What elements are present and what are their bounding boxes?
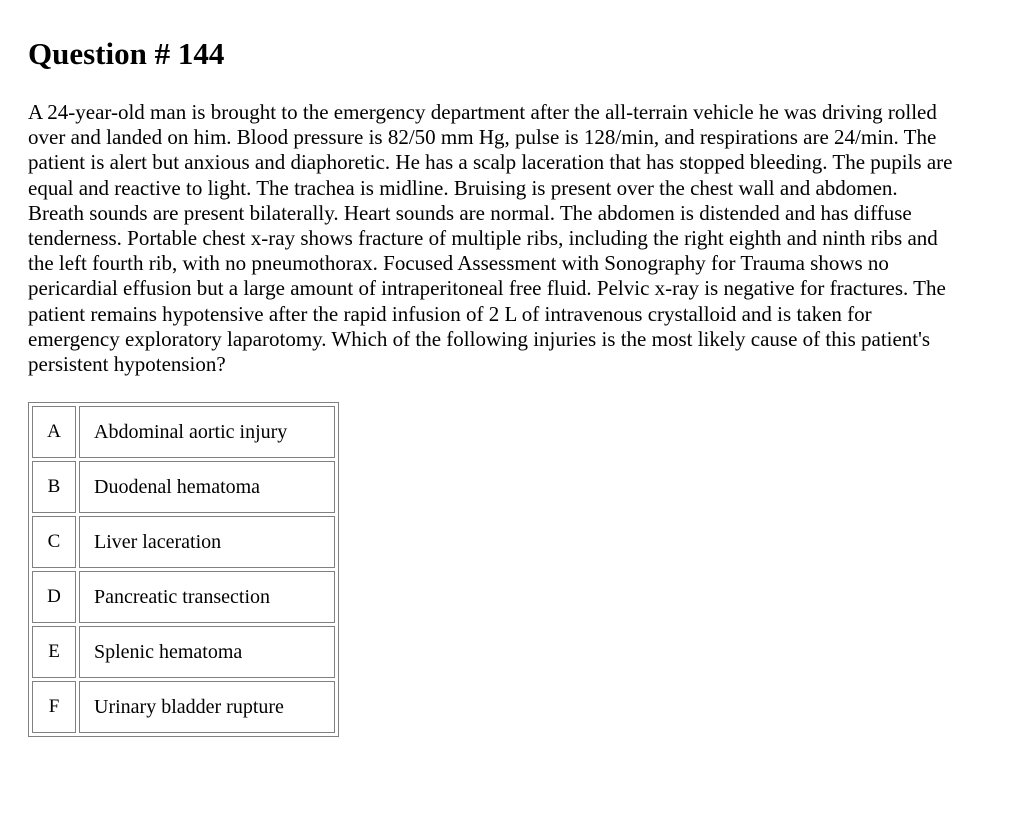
- option-letter[interactable]: F: [32, 681, 76, 733]
- option-letter[interactable]: E: [32, 626, 76, 678]
- option-text[interactable]: Liver laceration: [79, 516, 335, 568]
- option-text[interactable]: Abdominal aortic injury: [79, 406, 335, 458]
- question-title: Question # 144: [28, 36, 225, 71]
- option-letter[interactable]: B: [32, 461, 76, 513]
- answer-option-f[interactable]: [32, 681, 335, 733]
- option-text[interactable]: Urinary bladder rupture: [79, 681, 335, 733]
- option-text[interactable]: Pancreatic transection: [79, 571, 335, 623]
- question-stem: A 24-year-old man is brought to the emergency department after the all-terrain vehicle he was driving rolled over and landed on him. Blood pressure is 82/50 mm Hg, pulse is 128/min, and respirations are 24/min. The patient is alert but anxious and diaphoretic. He has a scalp laceration that has stopped bleeding. The pupils are equal and reactive to light. The trachea is midline. Bruising is present over the chest wall and abdomen. Breath sounds are present bilaterally. Heart sounds are normal. The abdomen is distended and has diffuse tenderness. Portable chest x-ray shows fracture of multiple ribs, including the right eighth and ninth ribs and the left fourth rib, with no pneumothorax. Focused Assessment with Sonography for Trauma shows no pericardial effusion but a large amount of intraperitoneal free fluid. Pelvic x-ray is negative for fractures. The patient remains hypotensive after the rapid infusion of 2 L of intravenous crystalloid and is taken for emergency exploratory laparotomy. Which of the following injuries is the most likely cause of this patient's persistent hypotension?: [28, 100, 953, 377]
- option-letter[interactable]: A: [32, 406, 76, 458]
- answer-option-b[interactable]: [32, 461, 335, 513]
- option-letter[interactable]: C: [32, 516, 76, 568]
- answer-option-c[interactable]: [32, 516, 335, 568]
- answer-options-table: [28, 402, 339, 737]
- answer-option-a[interactable]: [32, 406, 335, 458]
- option-text[interactable]: Splenic hematoma: [79, 626, 335, 678]
- answer-option-d[interactable]: [32, 571, 335, 623]
- answer-option-e[interactable]: [32, 626, 335, 678]
- option-text[interactable]: Duodenal hematoma: [79, 461, 335, 513]
- option-letter[interactable]: D: [32, 571, 76, 623]
